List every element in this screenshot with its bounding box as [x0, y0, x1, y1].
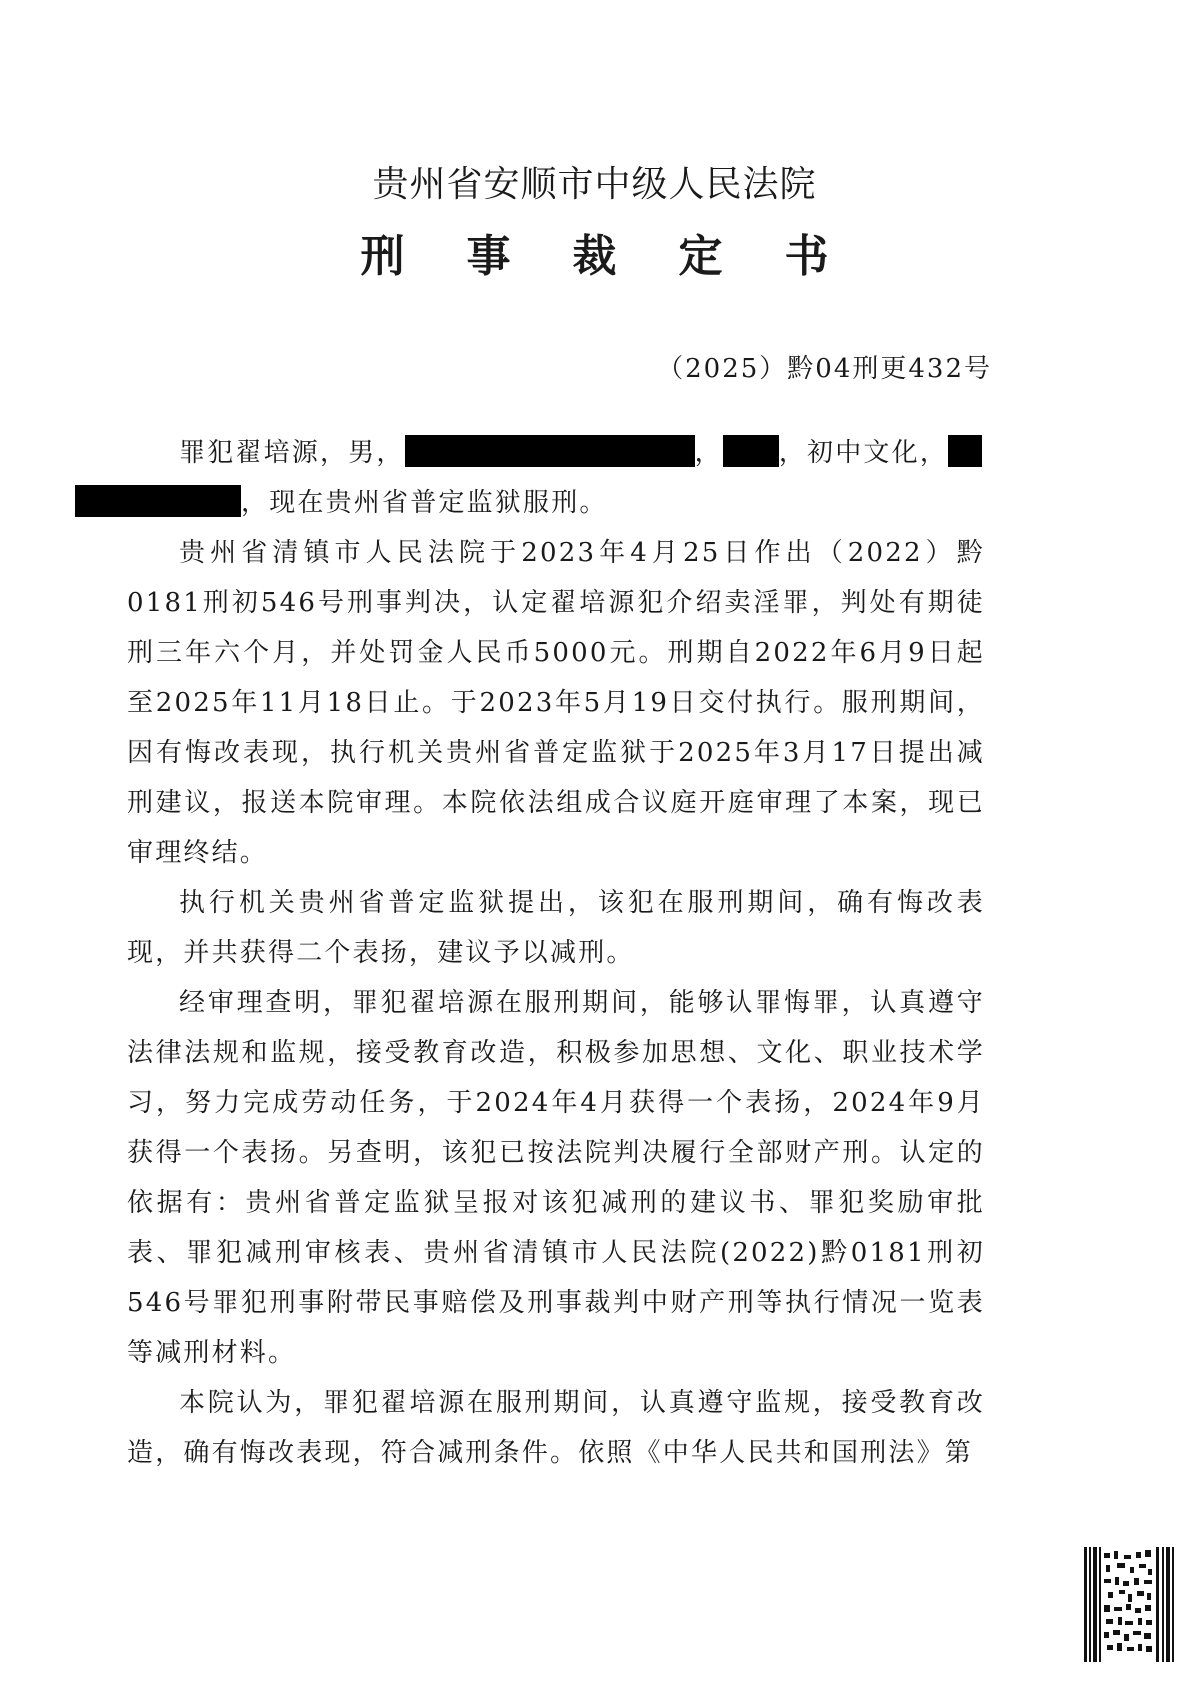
case-number: （2025）黔04刑更432号 [657, 354, 992, 384]
redaction-block [948, 435, 982, 467]
document-body [127, 428, 985, 1478]
redaction-block [723, 435, 779, 467]
paragraph-opinion: 本院认为，罪犯翟培源在服刑期间，认真遵守监规，接受教育改造，确有悔改表现，符合减刑条件。依照《中华人民共和国刑法》第 [127, 1388, 985, 1468]
redaction-block [75, 485, 241, 517]
paragraph-findings: 经审理查明，罪犯翟培源在服刑期间，能够认罪悔罪，认真遵守法律法规和监规，接受教育改造，积极参加思想、文化、职业技术学习，努力完成劳动任务，于2024年4月获得一个表扬，2024年9月获得一个表扬。另查明，该犯已按法院判决履行全部财产刑。认定的依据有：贵州省普定监狱呈报对该犯减刑的建议书、罪犯奖励审批表、罪犯减刑审核表、贵州省清镇市人民法院(2022)黔0181刑初546号罪犯刑事附带民事赔偿及刑事裁判中财产刑等执行情况一览表等减刑材料。 [127, 988, 985, 1368]
paragraph-proposal: 执行机关贵州省普定监狱提出，该犯在服刑期间，确有悔改表现，并共获得二个表扬，建议予以减刑。 [127, 888, 985, 968]
redaction-block [405, 435, 695, 467]
document-title: 刑事裁定书 [360, 231, 891, 282]
court-name: 贵州省安顺市中级人民法院 [372, 164, 817, 205]
barcode-icon [1084, 1547, 1174, 1662]
prison-status: ，现在贵州省普定监狱服刑。 [241, 488, 608, 518]
separator: ， [694, 438, 723, 468]
paragraph-defendant [127, 428, 985, 528]
education-text: ，初中文化， [778, 438, 949, 468]
defendant-intro: 罪犯翟培源，男， [179, 438, 405, 468]
paragraph-judgment: 贵州省清镇市人民法院于2023年4月25日作出（2022）黔0181刑初546号刑事判决，认定翟培源犯介绍卖淫罪，判处有期徒刑三年六个月，并处罚金人民币5000元。刑期自2022年6月9日起至2025年11月18日止。于2023年5月19日交付执行。服刑期间，因有悔改表现，执行机关贵州省普定监狱于2025年3月17日提出减刑建议，报送本院审理。本院依法组成合议庭开庭审理了本案，现已审理终结。 [127, 538, 985, 868]
